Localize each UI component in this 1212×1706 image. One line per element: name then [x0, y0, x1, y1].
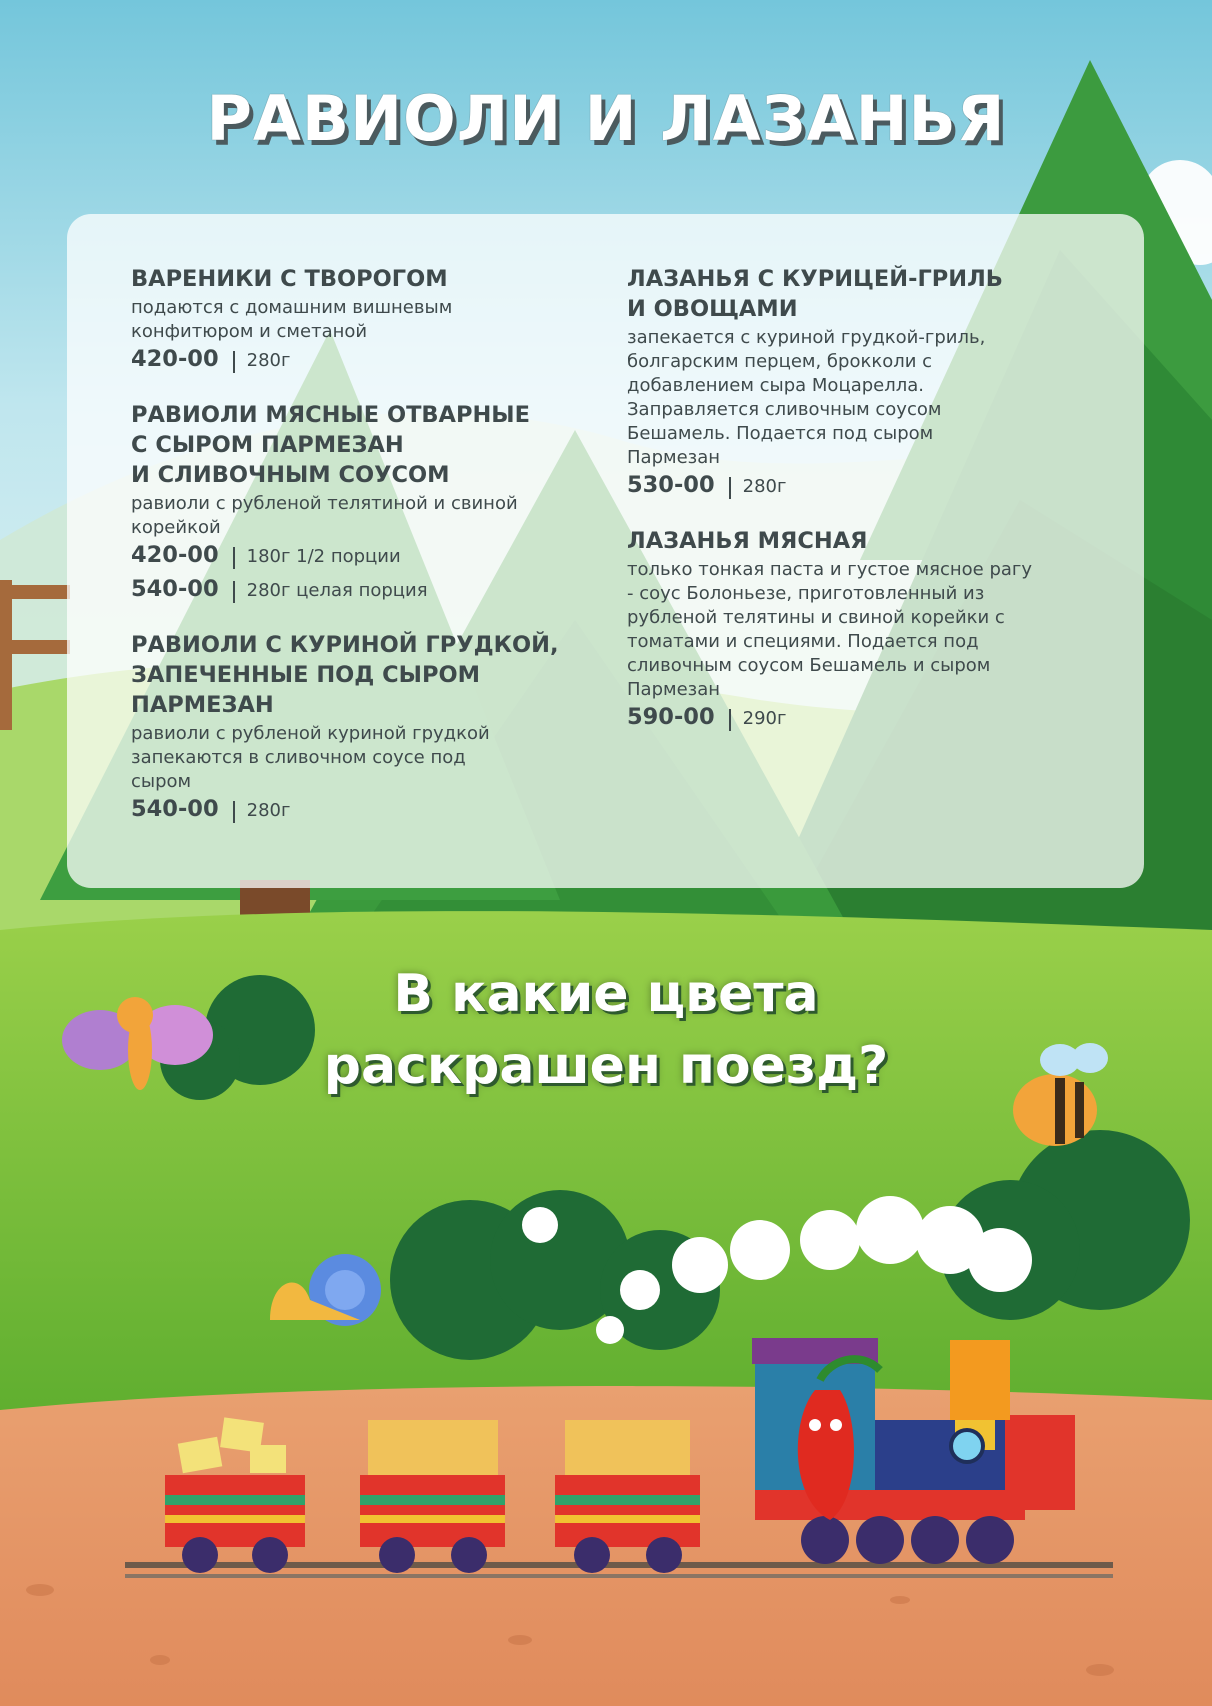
dish-price: 420-00: [131, 346, 219, 372]
price-divider: [729, 709, 731, 731]
dish-weight: 280г целая порция: [246, 580, 428, 601]
menu-column-left: [131, 264, 561, 850]
price-row: [131, 576, 561, 608]
dish-weight: 290г: [742, 708, 787, 729]
dish-card: [131, 630, 561, 828]
dish-name: ЛАЗАНЬЯ С КУРИЦЕЙ-ГРИЛЬ И ОВОЩАМИ: [627, 266, 1003, 322]
price-row: [131, 542, 561, 574]
dish-price: 540-00: [131, 576, 219, 602]
kids-question: В какие цвета раскрашен поезд?: [323, 964, 889, 1096]
price-divider: [729, 477, 731, 499]
dish-card: [627, 526, 1067, 736]
price-divider: [233, 547, 235, 569]
page-title: РАВИОЛИ И ЛАЗАНЬЯ: [206, 82, 1006, 155]
dish-weight: 180г 1/2 порции: [246, 546, 401, 567]
dish-name: РАВИОЛИ МЯСНЫЕ ОТВАРНЫЕ С СЫРОМ ПАРМЕЗАН И СЛИВОЧНЫМ СОУСОМ: [131, 402, 530, 488]
price-row: [627, 472, 1067, 504]
dish-description: подаются с домашним вишневым конфитюром и сметаной: [131, 297, 453, 342]
price-divider: [233, 351, 235, 373]
dish-price: 590-00: [627, 704, 715, 730]
dish-price: 420-00: [131, 542, 219, 568]
menu-panel: [67, 214, 1144, 888]
price-row: [131, 346, 561, 378]
dish-weight: 280г: [742, 476, 787, 497]
price-divider: [233, 801, 235, 823]
price-row: [131, 796, 561, 828]
dish-weight: 280г: [246, 800, 291, 821]
dish-card: [131, 400, 561, 608]
dish-name: ЛАЗАНЬЯ МЯСНАЯ: [627, 528, 868, 554]
dish-description: только тонкая паста и густое мясное рагу - соус Болоньезе, приготовленный из рубленой телятины и свиной корейки с томатами и специями. Подается под сливочным соусом Бешамель и сыром Пармезан: [627, 559, 1033, 700]
dish-price: 540-00: [131, 796, 219, 822]
dish-weight: 280г: [246, 350, 291, 371]
dish-card: [131, 264, 561, 378]
dish-name: ВАРЕНИКИ С ТВОРОГОМ: [131, 266, 448, 292]
dish-description: равиоли с рубленой телятиной и свиной корейкой: [131, 493, 518, 538]
dish-card: [627, 264, 1067, 504]
menu-column-right: [627, 264, 1067, 758]
dish-price: 530-00: [627, 472, 715, 498]
dish-description: запекается с куриной грудкой-гриль, болгарским перцем, брокколи с добавлением сыра Моцарелла. Заправляется сливочным соусом Бешамель. Подается под сыром Пармезан: [627, 327, 986, 468]
dish-name: РАВИОЛИ С КУРИНОЙ ГРУДКОЙ, ЗАПЕЧЕННЫЕ ПОД СЫРОМ ПАРМЕЗАН: [131, 632, 559, 718]
price-divider: [233, 581, 235, 603]
price-row: [627, 704, 1067, 736]
dish-description: равиоли с рубленой куриной грудкой запекаются в сливочном соусе под сыром: [131, 723, 490, 792]
